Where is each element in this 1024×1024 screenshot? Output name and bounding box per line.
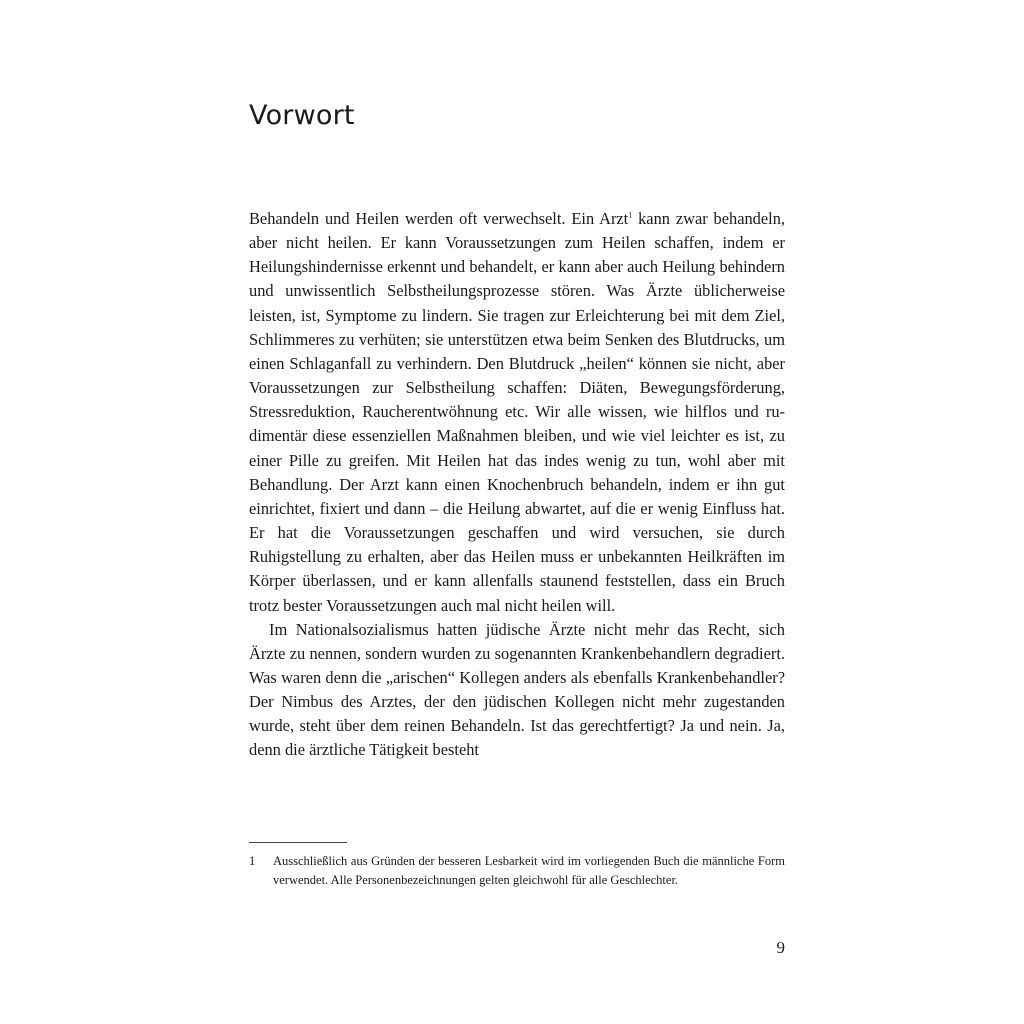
footnote-text: Ausschließlich aus Gründen der besseren Lesbarkeit wird im vorliegenden Buch die männliche Form verwendet. Alle Personenbezeichnungen gelten gleichwohl für alle Geschlechter.	[273, 854, 785, 887]
body-text	[249, 207, 785, 763]
footnote-reference[interactable]: 1	[628, 210, 633, 220]
paragraph-2: Im Nationalsozialismus hatten jüdische Ärzte nicht mehr das Recht, sich Ärzte zu nennen, sondern wurden zu sogenannten Krankenbehandlern degradiert. Was waren denn die „arischen“ Kollegen anders als ebenfalls Krankenbehandler? Der Nimbus des Arztes, der den jüdischen Kollegen nicht mehr zugestanden wurde, steht über dem reinen Behandeln. Ist das gerechtfertigt? Ja und nein. Ja, denn die ärztliche Tätigkeit besteht	[249, 619, 785, 760]
paragraph-1	[249, 207, 785, 618]
paragraph-1-text-start: Behandeln und Heilen werden oft verwechselt. Ein Arzt	[249, 209, 629, 228]
paragraph-1-text-rest: kann zwar behandeln, aber nicht heilen. Er kann Voraussetzungen zum Heilen schaffen, indem er Heilungshindernisse erkennt und behandelt, er kann aber auch Heilung behindern und unwissentlich Selbstheilungsprozesse stören. Was Ärzte üblicherweise leisten, ist, Symptome zu lindern. Sie tragen zur Erleichterung bei mit dem Ziel, Schlimmeres zu verhüten; sie unterstützen etwa beim Senken des Blutdrucks, um einen Schlaganfall zu verhindern. Den Blutdruck „heilen“ können sie nicht, aber Voraussetzungen zur Selbstheilung schaffen: Diäten, Bewegungsförderung, Stressreduktion, Raucherentwöhnung etc. Wir alle wissen, wie hilflos und rudimentär diese essenziellen Maßnahmen bleiben, und wie viel leichter es ist, zu einer Pille zu greifen. Mit Heilen hat das indes wenig zu tun, wohl aber mit Behandlung. Der Arzt kann einen Knochenbruch behandeln, indem er ihn gut einrichtet, fixiert und dann – die Heilung abwartet, auf die er wenig Einfluss hat. Er hat die Voraussetzungen geschaffen und wird versuchen, sie durch Ruhigstellung zu erhalten, aber das Heilen muss er unbekannten Heilkräften im Körper überlassen, und er kann allenfalls staunend feststellen, dass ein Bruch trotz bester Voraussetzungen auch mal nicht heilen will.	[249, 209, 785, 615]
page-number: 9	[776, 938, 785, 957]
footnote-separator	[249, 842, 347, 843]
chapter-title: Vorwort	[249, 100, 355, 131]
footnote	[249, 852, 785, 889]
footnote-number: 1	[249, 854, 256, 868]
